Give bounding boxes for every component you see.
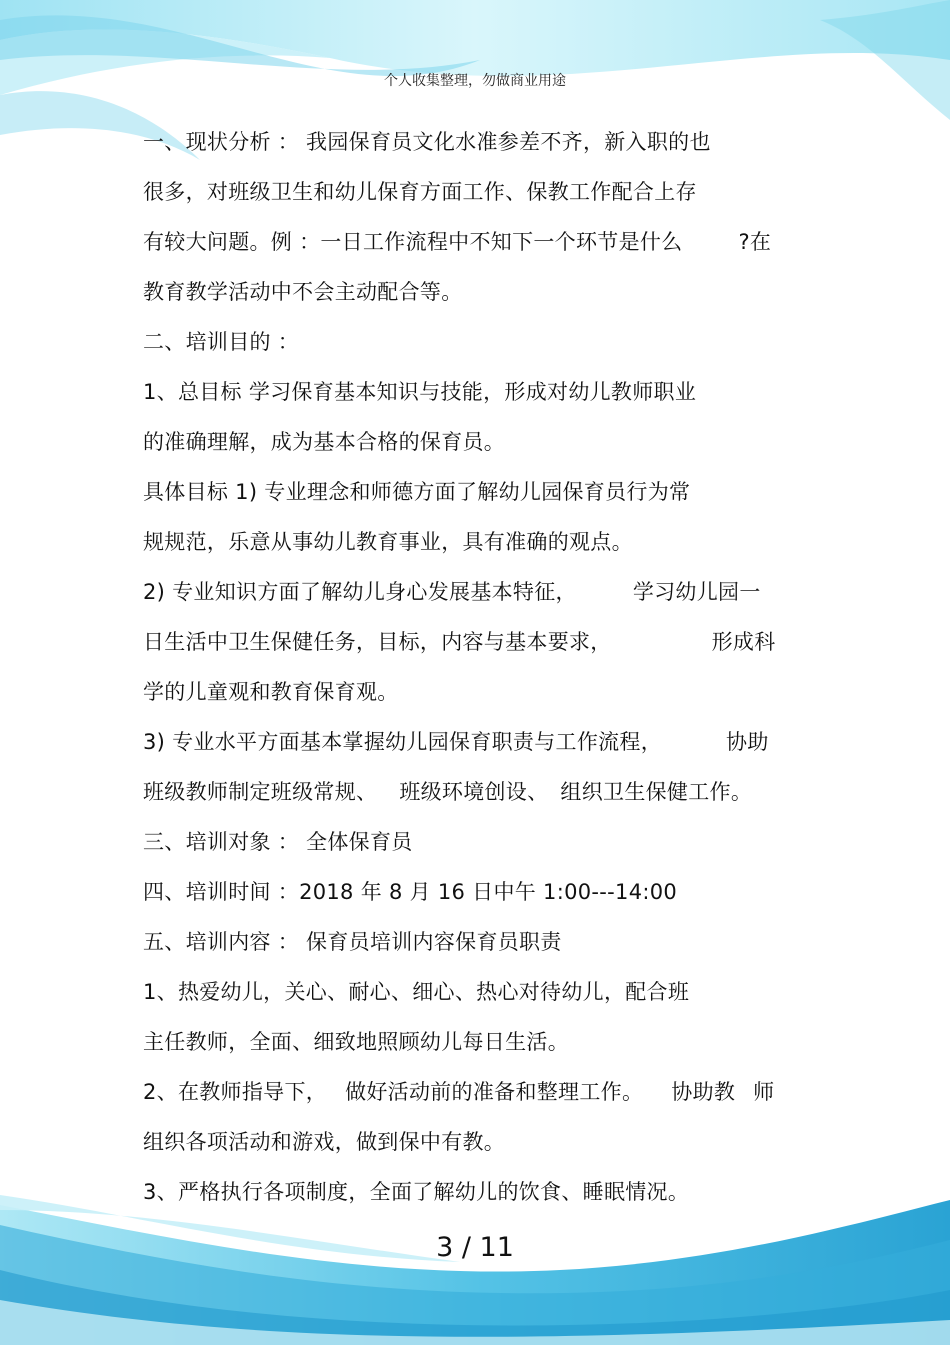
- paragraph-line: 有较大问题。例 ：一日工作流程中不知下一个环节是什么 ?在: [143, 230, 772, 254]
- paragraph-line: 教育教学活动中不会主动配合等。: [143, 280, 463, 304]
- paragraph-line: 一、现状分析 ： 我园保育员文化水准参差不齐，新入职的也: [143, 130, 711, 154]
- paragraph-line: 班级教师制定班级常规、 班级环境创设、 组织卫生保健工作。: [143, 780, 753, 804]
- paragraph-line: 具体目标 1) 专业理念和师德方面了解幼儿园保育员行为常: [143, 480, 691, 504]
- paragraph-line: 学的儿童观和教育保育观。: [143, 680, 399, 704]
- paragraph-line: 日生活中卫生保健任务，目标，内容与基本要求， 形成科: [143, 630, 776, 654]
- section-heading: 四、培训时间 ：2018 年 8 月 16 日中午 1:00---14:00: [143, 880, 678, 904]
- paragraph-line: 2、在教师指导下， 做好活动前的准备和整理工作。 协助教 师: [143, 1080, 775, 1104]
- paragraph-line: 1、热爱幼儿，关心、耐心、细心、热心对待幼儿，配合班: [143, 980, 690, 1004]
- header-watermark-note: 个人收集整理，勿做商业用途: [384, 73, 566, 89]
- section-heading: 五、培训内容 ： 保育员培训内容保育员职责: [143, 930, 562, 954]
- page-number: 3 / 11: [436, 1232, 514, 1263]
- paragraph-line: 主任教师，全面、细致地照顾幼儿每日生活。: [143, 1030, 569, 1054]
- document-body: [143, 122, 823, 1222]
- paragraph-line: 2) 专业知识方面了解幼儿身心发展基本特征， 学习幼儿园一: [143, 580, 761, 604]
- section-heading: 二、培训目的 ：: [143, 330, 300, 354]
- paragraph-line: 组织各项活动和游戏，做到保中有教。: [143, 1130, 506, 1154]
- paragraph-line: 3、严格执行各项制度，全面了解幼儿的饮食、睡眠情况。: [143, 1180, 690, 1204]
- paragraph-line: 的准确理解，成为基本合格的保育员。: [143, 430, 506, 454]
- paragraph-line: 很多，对班级卫生和幼儿保育方面工作、保教工作配合上存: [143, 180, 697, 204]
- section-heading: 三、培训对象 ： 全体保育员: [143, 830, 413, 854]
- paragraph-line: 规规范，乐意从事幼儿教育事业，具有准确的观点。: [143, 530, 633, 554]
- paragraph-line: 3) 专业水平方面基本掌握幼儿园保育职责与工作流程， 协助: [143, 730, 769, 754]
- paragraph-line: 1、总目标 学习保育基本知识与技能，形成对幼儿教师职业: [143, 380, 697, 404]
